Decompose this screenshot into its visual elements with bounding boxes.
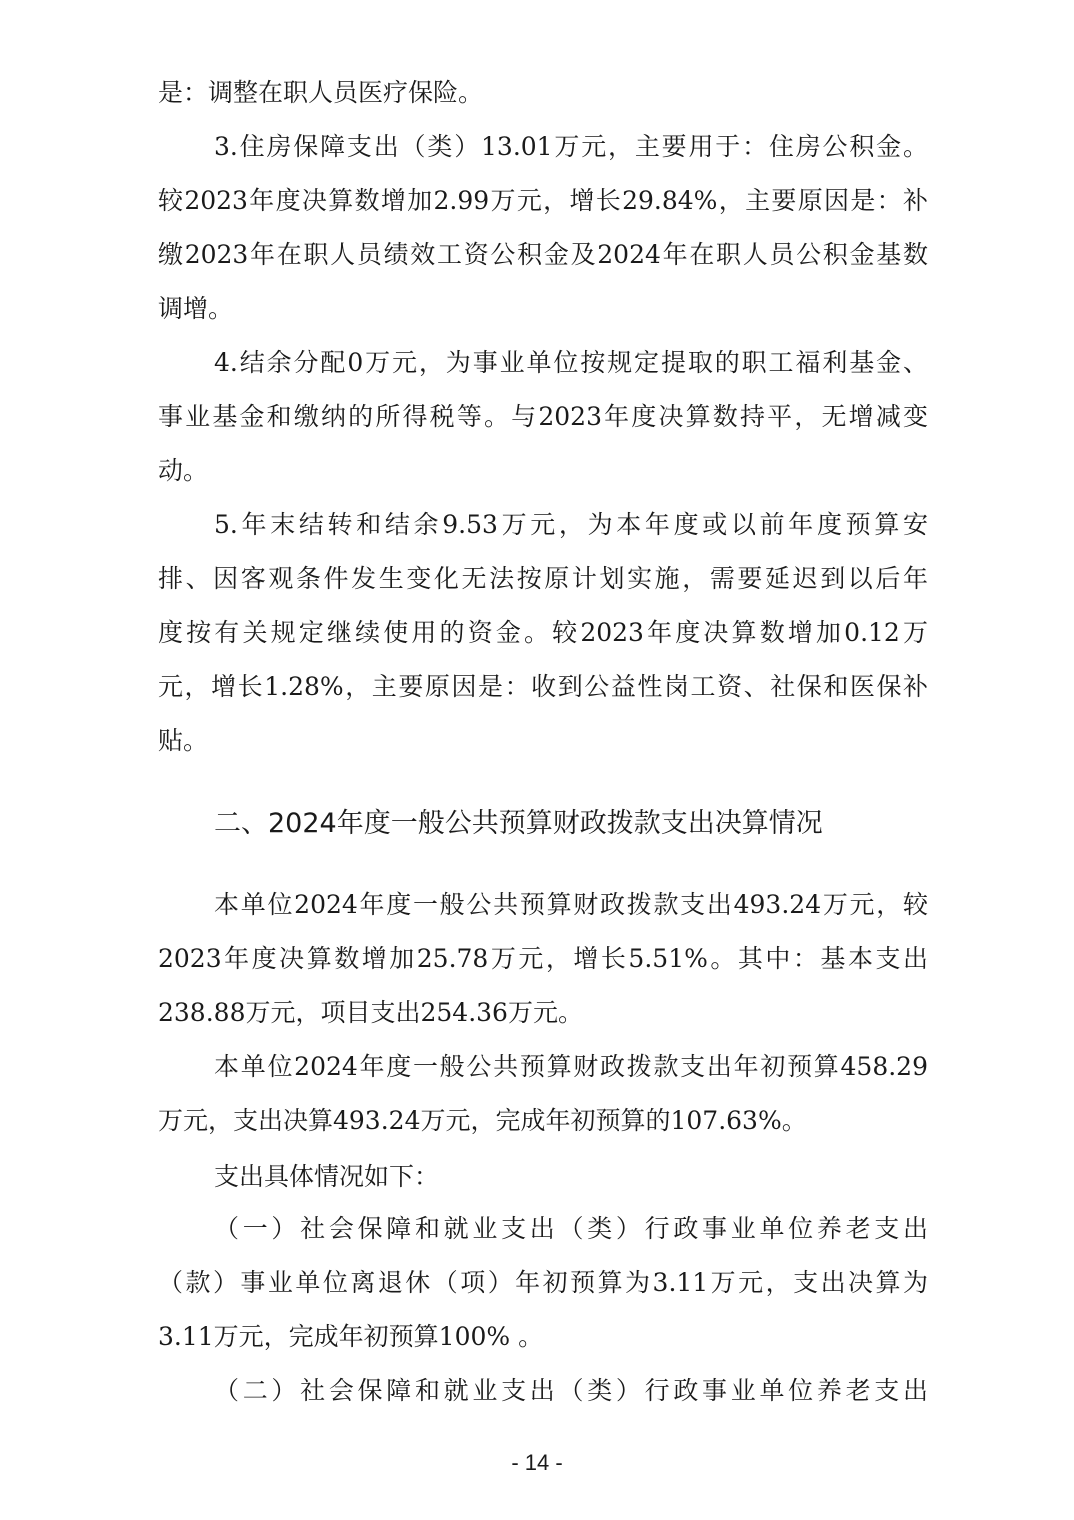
paragraph-line: 调增。 [158,294,234,323]
paragraph-line: 2023年度决算数增加25.78万元，增长5.51%。其中：基本支出 [158,944,928,973]
paragraph-line: 238.88万元，项目支出254.36万元。 [158,998,583,1027]
paragraph-line: （一）社会保障和就业支出（类）行政事业单位养老支出 [214,1214,928,1243]
paragraph-line: 贴。 [158,726,209,755]
paragraph-line: 动。 [158,456,209,485]
paragraph-line: 4.结余分配0万元，为事业单位按规定提取的职工福利基金、 [214,348,928,377]
paragraph-line: 缴2023年在职人员绩效工资公积金及2024年在职人员公积金基数 [158,240,928,269]
page-number: - 14 - [511,1450,563,1475]
paragraph-line: 支出具体情况如下： [214,1162,440,1191]
paragraph-line: 3.11万元，完成年初预算100% 。 [158,1322,544,1351]
section-heading: 二、2024年度一般公共预算财政拨款支出决算情况 [214,808,823,839]
paragraph-line: 万元，支出决算493.24万元，完成年初预算的107.63%。 [158,1106,807,1135]
paragraph-line: （款）事业单位离退休（项）年初预算为3.11万元，支出决算为 [158,1268,928,1297]
paragraph-line: 本单位2024年度一般公共预算财政拨款支出493.24万元，较 [214,890,928,919]
paragraph-line: 事业基金和缴纳的所得税等。与2023年度决算数持平，无增减变 [158,402,928,431]
paragraph-line: 是：调整在职人员医疗保险。 [158,78,484,107]
paragraph-line: 度按有关规定继续使用的资金。较2023年度决算数增加0.12万 [158,618,928,647]
paragraph-line: 排、因客观条件发生变化无法按原计划实施，需要延迟到以后年 [158,564,928,593]
paragraph-line: 较2023年度决算数增加2.99万元，增长29.84%，主要原因是：补 [158,186,928,215]
paragraph-line: 本单位2024年度一般公共预算财政拨款支出年初预算458.29 [214,1052,928,1081]
paragraph-line: 3.住房保障支出（类）13.01万元，主要用于：住房公积金。 [214,132,928,161]
paragraph-line: （二）社会保障和就业支出（类）行政事业单位养老支出 [214,1376,928,1405]
paragraph-line: 元，增长1.28%，主要原因是：收到公益性岗工资、社保和医保补 [158,672,928,701]
paragraph-line: 5.年末结转和结余9.53万元，为本年度或以前年度预算安 [214,510,928,539]
